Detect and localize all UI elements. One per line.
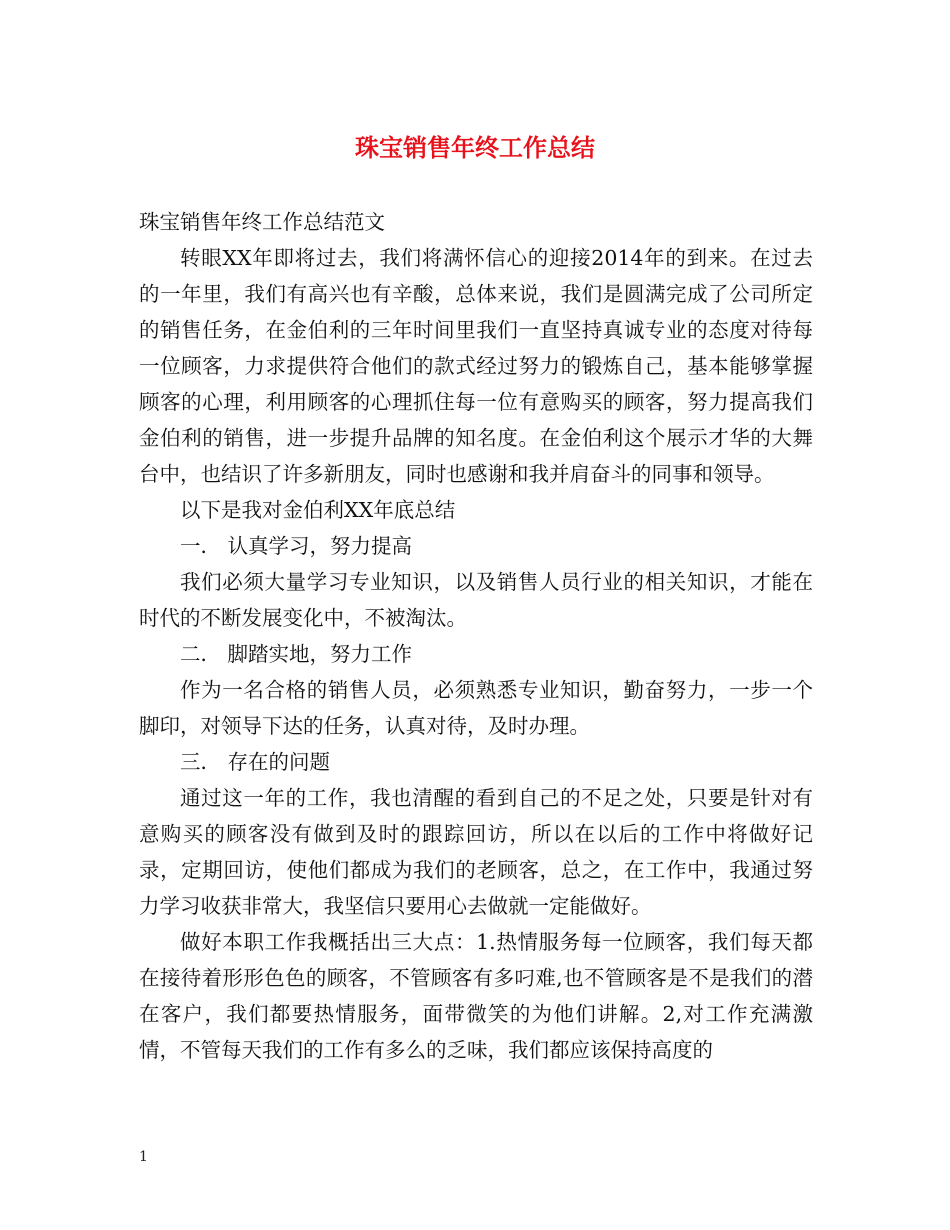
paragraph: 一． 认真学习，努力提高 (180, 534, 413, 558)
document-body (139, 204, 813, 1068)
paragraph: 我们必须大量学习专业知识，以及销售人员行业的相关知识，才能在 时代的不断发展变化中，不被淘汰。 (139, 570, 813, 630)
paragraph: 珠宝销售年终工作总结范文 (139, 210, 385, 234)
document-title: 珠宝销售年终工作总结 (355, 134, 595, 162)
paragraph: 作为一名合格的销售人员，必须熟悉专业知识，勤奋努力，一步一个脚印，对领导下达的任务，认真对待，及时办理。 (139, 678, 813, 738)
paragraph: 以下是我对金伯利XX年底总结 (180, 498, 456, 522)
paragraph: 二． 脚踏实地，努力工作 (180, 642, 413, 666)
paragraph: 三． 存在的问题 (180, 750, 331, 774)
paragraph: 转眼XX年即将过去，我们将满怀信心的迎接2014年的到来。在过去的一年里，我们有高兴也有辛酸，总体来说，我们是圆满完成了公司所定的销售任务，在金伯利的三年时间里我们一直坚持真诚专业的态度对待每一位顾客，力求提供符合他们的款式经过努力的锻炼自己，基本能够掌握顾客的心理，利用顾客的心理抓住每一位有意购买的顾客，努力提高我们金伯利的销售，进一步提升品牌的知名度。在金伯利这个展示才华的大舞台中，也结识了许多新朋友，同时也感谢和我并肩奋斗的同事和领导。 (139, 246, 813, 486)
paragraph: 做好本职工作我概括出三大点：1.热情服务每一位顾客，我们每天都在接待着形形色色的顾客，不管顾客有多叼难,也不管顾客是不是我们的潜在客户，我们都要热情服务，面带微笑的为他们讲解。2,对工作充满激情，不管每天我们的工作有多么的乏味，我们都应该保持高度的 (139, 930, 813, 1062)
page-number: 1 (139, 1149, 148, 1165)
paragraph: 通过这一年的工作，我也清醒的看到自己的不足之处，只要是针对有意购买的顾客没有做到及时的跟踪回访，所以在以后的工作中将做好记录，定期回访，使他们都成为我们的老顾客，总之，在工作中，我通过努力学习收获非常大，我坚信只要用心去做就一定能做好。 (139, 786, 813, 918)
